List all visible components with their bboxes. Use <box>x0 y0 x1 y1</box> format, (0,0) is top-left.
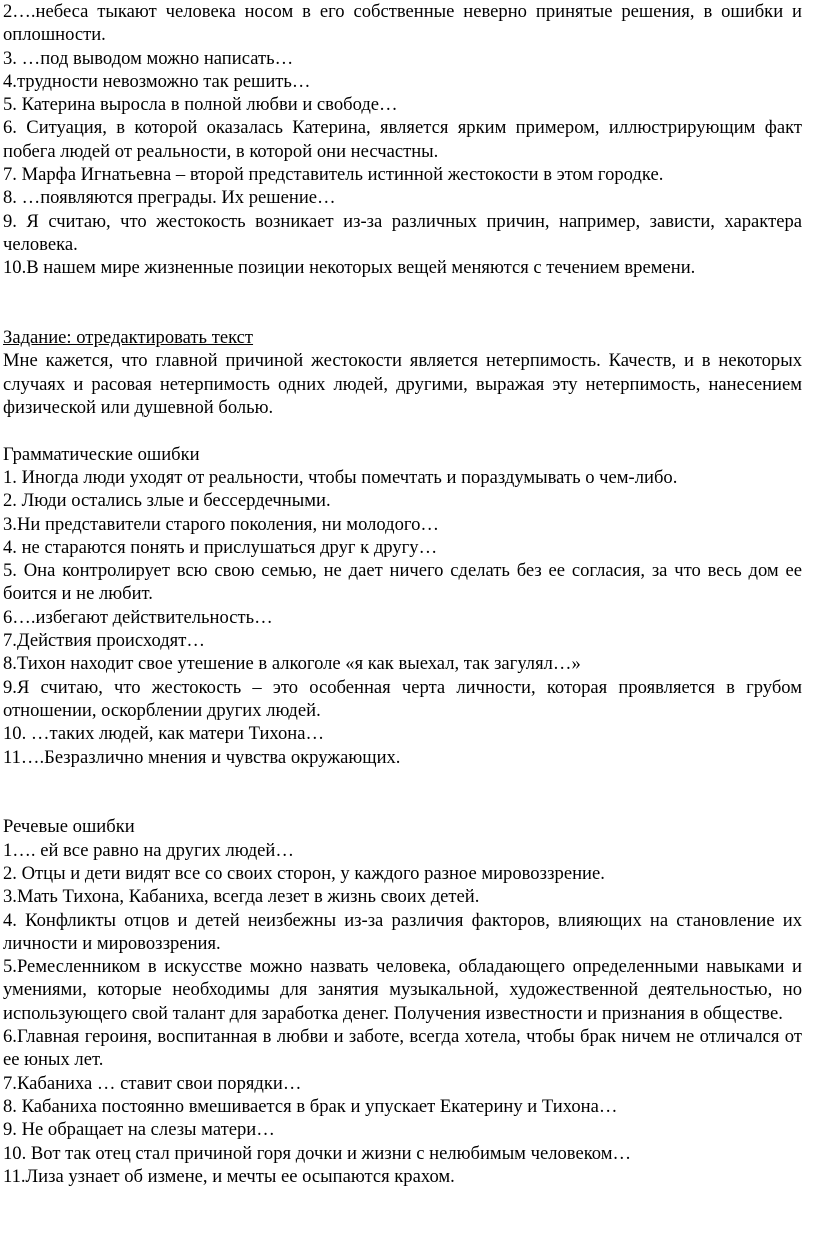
list-item: 8. …появляются преграды. Их решение… <box>3 187 336 209</box>
grammar-heading: Грамматические ошибки <box>3 443 200 465</box>
list-item: 9.Я считаю, что жестокость – это особенная черта личности, которая проявляется в грубом отношении, оскорблении других людей. <box>3 676 802 721</box>
list-item: 6.Главная героиня, воспитанная в любви и заботе, всегда хотела, чтобы брак ничем не отличался от ее юных лет. <box>3 1026 802 1071</box>
task-text: Мне кажется, что главной причиной жестокости является нетерпимость. Качеств, и в некоторых случаях и расовая нетерпимость одних людей, другими, выражая эту нетерпимость, нанесением физической или душевной болью. <box>3 350 802 419</box>
list-item: 7. Марфа Игнатьевна – второй представитель истинной жестокости в этом городке. <box>3 164 664 186</box>
task-heading: Задание: отредактировать текст <box>3 327 254 349</box>
list-item: 10.В нашем мире жизненные позиции некоторых вещей меняются с течением времени. <box>3 257 696 279</box>
list-item: 3.Мать Тихона, Кабаниха, всегда лезет в жизнь своих детей. <box>3 886 480 908</box>
spacer <box>3 280 802 303</box>
list-item: 10. Вот так отец стал причиной горя дочки и жизни с нелюбимым человеком… <box>3 1142 632 1164</box>
spacer <box>3 769 802 792</box>
list-item: 6….избегают действительность… <box>3 606 273 628</box>
list-item: 7.Кабаниха … ставит свои порядки… <box>3 1072 302 1094</box>
list-item: 2. Отцы и дети видят все со своих сторон, у каждого разное мировоззрение. <box>3 862 605 884</box>
list-item: 9. Я считаю, что жестокость возникает из-за различных причин, например, зависти, характера человека. <box>3 210 802 255</box>
list-item: 4. не стараются понять и прислушаться друг к другу… <box>3 536 438 558</box>
speech-heading: Речевые ошибки <box>3 816 135 838</box>
list-item: 5.Ремесленником в искусстве можно назвать человека, обладающего определенными навыками и умениями, которые необходимы для занятия музыкальной, художественной деятельностью, но использующего свой талант для заработка денег. Получения известности и признания в обществе. <box>3 956 802 1024</box>
spacer <box>3 419 802 442</box>
list-item: 11.Лиза узнает об измене, и мечты ее осыпаются крахом. <box>3 1165 455 1187</box>
list-item: 2. Люди остались злые и бессердечными. <box>3 490 331 512</box>
list-item: 3.Ни представители старого поколения, ни молодого… <box>3 513 439 535</box>
list-item: 1. Иногда люди уходят от реальности, чтобы помечтать и пораздумывать о чем-либо. <box>3 466 678 488</box>
list-item: 10. …таких людей, как матери Тихона… <box>3 723 325 745</box>
list-item: 6. Ситуация, в которой оказалась Катерина, является ярким примером, иллюстрирующим факт побега людей от реальности, в которой они несчастны. <box>3 117 802 162</box>
list-item: 8.Тихон находит свое утешение в алкоголе «я как выехал, так загулял…» <box>3 653 581 675</box>
list-item: 11….Безразлично мнения и чувства окружающих. <box>3 746 401 768</box>
spacer <box>3 303 802 326</box>
list-item: 2….небеса тыкают человека носом в его собственные неверно принятые решения, в ошибки и оплошности. <box>3 1 802 46</box>
list-item: 4. Конфликты отцов и детей неизбежны из-за различия факторов, влияющих на становление их личности и мировоззрения. <box>3 909 802 954</box>
list-item: 8. Кабаниха постоянно вмешивается в брак и упускает Екатерину и Тихона… <box>3 1095 618 1117</box>
spacer <box>3 792 802 815</box>
list-item: 5. Катерина выросла в полной любви и свободе… <box>3 94 398 116</box>
list-item: 4.трудности невозможно так решить… <box>3 70 311 92</box>
list-item: 3. …под выводом можно написать… <box>3 47 294 69</box>
list-item: 9. Не обращает на слезы матери… <box>3 1119 275 1141</box>
list-item: 1…. ей все равно на других людей… <box>3 839 294 861</box>
list-item: 5. Она контролирует всю свою семью, не дает ничего сделать без ее согласия, за что весь дом ее боится и не любит. <box>3 560 802 605</box>
list-item: 7.Действия происходят… <box>3 630 205 652</box>
